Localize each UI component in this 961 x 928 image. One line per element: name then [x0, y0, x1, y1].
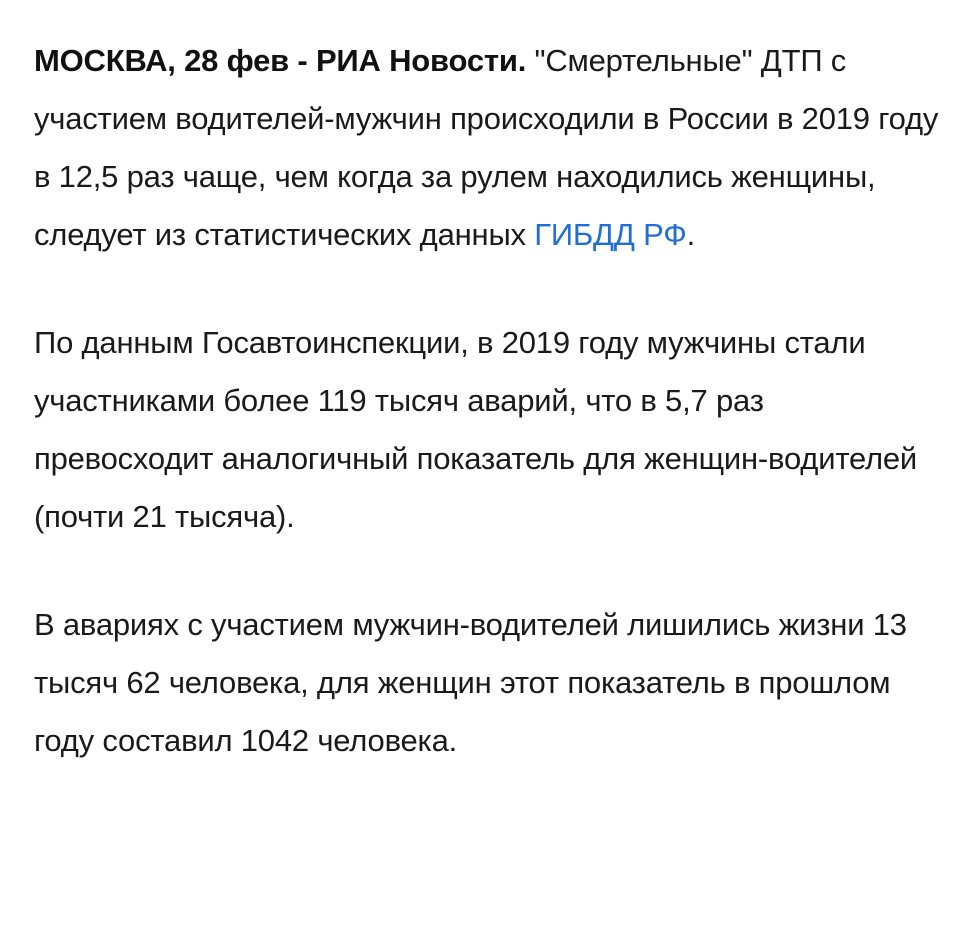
news-article	[34, 32, 939, 820]
dateline: МОСКВА, 28 фев - РИА Новости.	[34, 43, 527, 78]
paragraph-1	[34, 32, 939, 264]
paragraph-2: По данным Госавтоинспекции, в 2019 году мужчины стали участниками более 119 тысяч аварий, что в 5,7 раз превосходит аналогичный показатель для женщин-водителей (почти 21 тысяча).	[34, 325, 918, 534]
paragraph-3: В авариях с участием мужчин-водителей лишились жизни 13 тысяч 62 человека, для женщин этот показатель в прошлом году составил 1042 человека.	[34, 607, 907, 758]
paragraph-1-text: "Смертельные" ДТП с участием водителей-мужчин происходили в России в 2019 году в 12,5 раз чаще, чем когда за рулем находились женщины, следует из статистических данных	[34, 43, 939, 252]
paragraph-1-end: .	[686, 217, 695, 252]
gibdd-link[interactable]: ГИБДД РФ	[534, 217, 687, 252]
